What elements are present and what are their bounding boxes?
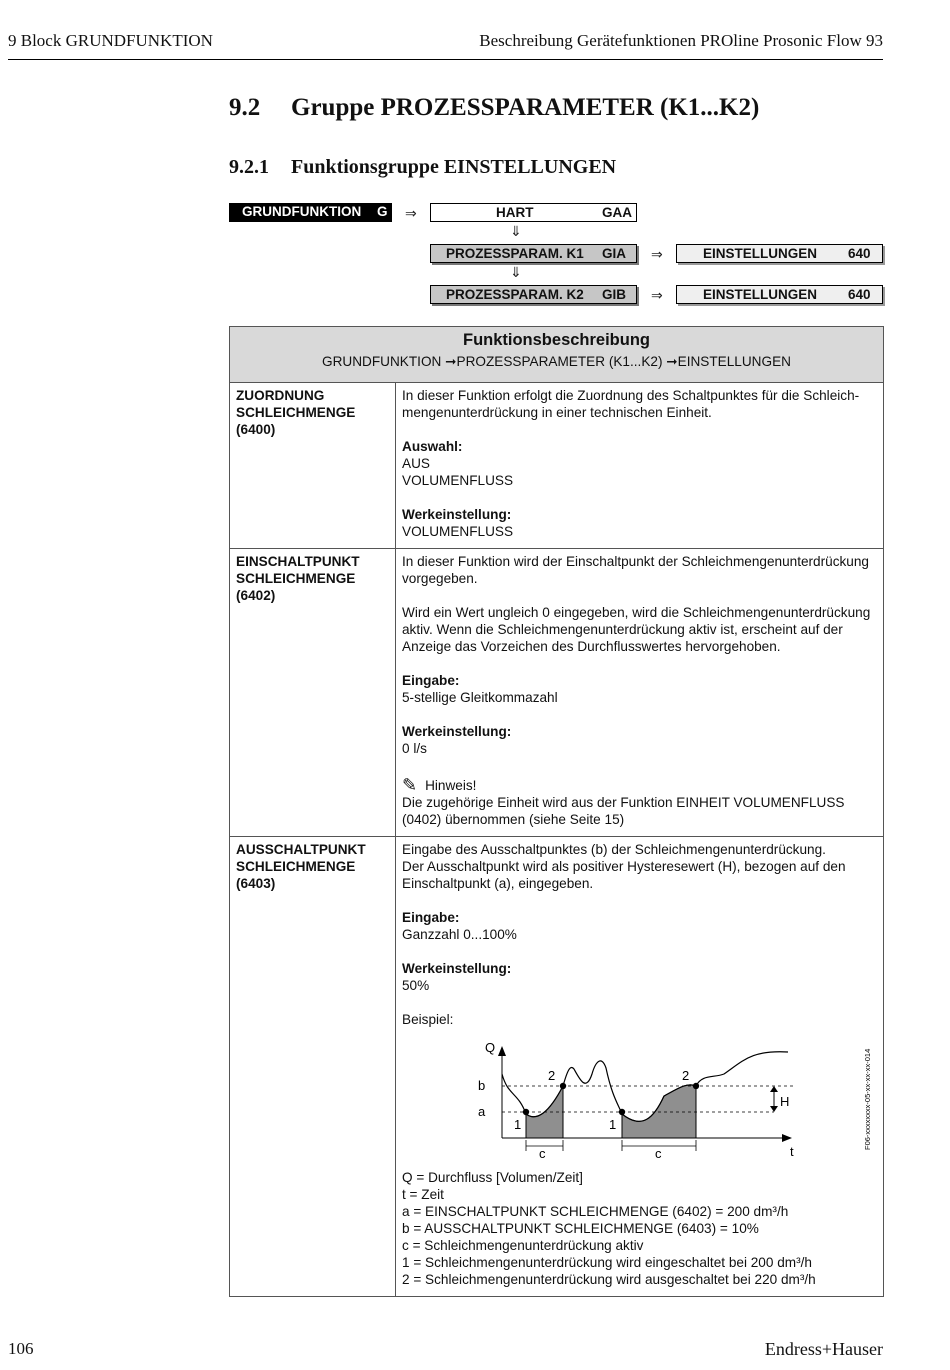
nav-label: EINSTELLUNGEN bbox=[703, 246, 818, 261]
function-description bbox=[396, 837, 884, 1297]
table-row bbox=[230, 383, 884, 549]
interval-c-label: c bbox=[539, 1146, 546, 1159]
nav-label: GRUNDFUNKTION bbox=[242, 204, 362, 219]
function-name-line: SCHLEICHMENGE bbox=[236, 571, 356, 586]
function-name-line: AUSSCHALTPUNKT bbox=[236, 842, 366, 857]
nav-function-group-einstellungen bbox=[676, 285, 883, 304]
running-header-chapter: 9 Block GRUNDFUNKTION bbox=[8, 31, 213, 50]
nav-label: HART bbox=[496, 205, 534, 220]
section-heading bbox=[229, 94, 759, 122]
switch-on-point bbox=[523, 1109, 529, 1115]
figure-id: F06-xxxxxxxx-05-xx-xx-xx-014 bbox=[863, 1048, 872, 1150]
y-axis-arrowhead bbox=[498, 1046, 506, 1056]
marker-2-label: 2 bbox=[682, 1068, 690, 1083]
nav-code: 640 bbox=[848, 246, 871, 261]
brand-logo-text: Endress+Hauser bbox=[764, 1339, 883, 1359]
pencil-note-icon: ✎ bbox=[402, 775, 418, 795]
table-header bbox=[230, 327, 884, 383]
x-axis-label: t bbox=[790, 1144, 794, 1159]
description-text: Eingabe des Ausschaltpunktes (b) der Schleichmengenunterdrückung. bbox=[402, 842, 826, 857]
legend-line: c = Schleichmengenunterdrückung aktiv bbox=[402, 1238, 644, 1253]
arrow-down-icon: ⇓ bbox=[510, 264, 522, 280]
legend-line: 2 = Schleichmengenunterdrückung wird ausgeschaltet bei 220 dm³/h bbox=[402, 1272, 816, 1287]
menu-path: GRUNDFUNKTION ➞PROZESSPARAMETER (K1...K2) ➞EINSTELLUNGEN bbox=[322, 354, 791, 369]
subsection-heading bbox=[229, 156, 616, 179]
level-a-label: a bbox=[478, 1104, 486, 1119]
selection-label: Auswahl: bbox=[402, 439, 463, 454]
input-value: Ganzzahl 0...100% bbox=[402, 927, 517, 942]
hysteresis-arrowhead-down bbox=[770, 1106, 778, 1112]
function-description-table bbox=[229, 326, 884, 1297]
function-number: (6400) bbox=[236, 422, 276, 437]
selection-option: VOLUMENFLUSS bbox=[402, 473, 514, 488]
page-number: 106 bbox=[8, 1339, 34, 1358]
level-b-label: b bbox=[478, 1078, 486, 1093]
marker-2-label: 2 bbox=[548, 1068, 556, 1083]
function-name bbox=[230, 383, 396, 549]
note-title: Hinweis! bbox=[425, 778, 477, 793]
selection-option: AUS bbox=[402, 456, 430, 471]
nav-label: EINSTELLUNGEN bbox=[703, 287, 818, 302]
legend-line: 1 = Schleichmengenunterdrückung wird eingeschaltet bei 200 dm³/h bbox=[402, 1255, 812, 1270]
section-title: Gruppe PROZESSPARAMETER (K1...K2) bbox=[291, 94, 760, 121]
suppression-area-2 bbox=[622, 1085, 696, 1138]
nav-block-grundfunktion bbox=[229, 203, 392, 222]
function-name-line: SCHLEICHMENGE bbox=[236, 859, 356, 874]
default-value: 0 l/s bbox=[402, 741, 427, 756]
marker-1-label: 1 bbox=[514, 1117, 522, 1132]
function-name-line: EINSCHALTPUNKT bbox=[236, 554, 360, 569]
nav-code: G bbox=[377, 204, 388, 219]
switch-off-point bbox=[693, 1083, 699, 1089]
switch-off-point bbox=[560, 1083, 566, 1089]
hysteresis-label: H bbox=[780, 1094, 790, 1109]
nav-group-prozessparam-k1 bbox=[430, 244, 637, 263]
nav-code: 640 bbox=[848, 287, 871, 302]
description-text: In dieser Funktion erfolgt die Zuordnung des Schaltpunktes für die Schleich-mengenunterdrückung in einer technischen Einheit. bbox=[402, 388, 860, 420]
switch-on-point bbox=[619, 1109, 625, 1115]
function-description bbox=[396, 549, 884, 837]
description-text: In dieser Funktion wird der Einschaltpunkt der Schleichmengenunterdrückung vorgegeben. bbox=[402, 554, 869, 586]
nav-code: GAA bbox=[602, 205, 632, 220]
default-label: Werkeinstellung: bbox=[402, 724, 512, 739]
nav-group-hart bbox=[430, 203, 637, 222]
description-text: Der Ausschaltpunkt wird als positiver Hysteresewert (H), bezogen auf den Einschaltpunkt (a), eingegeben. bbox=[402, 859, 846, 891]
hysteresis-diagram-svg bbox=[402, 1034, 874, 1159]
y-axis-label: Q bbox=[485, 1040, 496, 1055]
table-row bbox=[230, 837, 884, 1297]
example-label: Beispiel: bbox=[402, 1012, 454, 1027]
function-description bbox=[396, 383, 884, 549]
legend-line: a = EINSCHALTPUNKT SCHLEICHMENGE (6402) = 200 dm³/h bbox=[402, 1204, 789, 1219]
input-value: 5-stellige Gleitkommazahl bbox=[402, 690, 558, 705]
function-name bbox=[230, 837, 396, 1297]
function-name bbox=[230, 549, 396, 837]
description-text: Wird ein Wert ungleich 0 eingegeben, wird die Schleichmengenunterdrückung aktiv. Wenn die Schleichmengenunterdrückung aktiv ist, erscheint auf der Anzeige das Vorzeichen des Durchflusswertes hervorgehoben. bbox=[402, 605, 871, 654]
note-heading bbox=[402, 777, 877, 794]
default-value: 50% bbox=[402, 978, 430, 993]
arrow-right-icon: ⇒ bbox=[651, 287, 663, 303]
hysteresis-arrowhead-up bbox=[770, 1086, 778, 1092]
hysteresis-diagram bbox=[402, 1034, 874, 1159]
interval-c-label: c bbox=[655, 1146, 662, 1159]
function-number: (6402) bbox=[236, 588, 276, 603]
x-axis-arrowhead bbox=[782, 1134, 792, 1142]
nav-code: GIA bbox=[602, 246, 627, 261]
header-rule bbox=[8, 59, 883, 60]
subsection-number: 9.2.1 bbox=[229, 156, 269, 178]
function-name-line: SCHLEICHMENGE bbox=[236, 405, 356, 420]
function-name-line: ZUORDNUNG bbox=[236, 388, 325, 403]
note-text: Die zugehörige Einheit wird aus der Funktion EINHEIT VOLUMENFLUSS (0402) übernommen (siehe Seite 15) bbox=[402, 795, 845, 827]
default-label: Werkeinstellung: bbox=[402, 507, 512, 522]
legend-line: Q = Durchfluss [Volumen/Zeit] bbox=[402, 1170, 583, 1185]
nav-group-prozessparam-k2 bbox=[430, 285, 637, 304]
function-number: (6403) bbox=[236, 876, 276, 891]
nav-code: GIB bbox=[602, 287, 627, 302]
subsection-title: Funktionsgruppe EINSTELLUNGEN bbox=[291, 156, 617, 178]
input-label: Eingabe: bbox=[402, 910, 460, 925]
nav-function-group-einstellungen bbox=[676, 244, 883, 263]
nav-label: PROZESSPARAM. K2 bbox=[446, 287, 584, 302]
table-title: Funktionsbeschreibung bbox=[462, 331, 650, 349]
section-number: 9.2 bbox=[229, 94, 261, 121]
input-label: Eingabe: bbox=[402, 673, 460, 688]
running-header-title: Beschreibung Gerätefunktionen PROline Prosonic Flow 93 bbox=[479, 31, 883, 50]
table-row bbox=[230, 549, 884, 837]
arrow-down-icon: ⇓ bbox=[510, 223, 522, 239]
legend-line: t = Zeit bbox=[402, 1187, 444, 1202]
legend-line: b = AUSSCHALTPUNKT SCHLEICHMENGE (6403) = 10% bbox=[402, 1221, 759, 1236]
nav-label: PROZESSPARAM. K1 bbox=[446, 246, 584, 261]
flow-curve bbox=[502, 1052, 788, 1122]
arrow-right-icon: ⇒ bbox=[405, 205, 417, 221]
arrow-right-icon: ⇒ bbox=[651, 246, 663, 262]
default-label: Werkeinstellung: bbox=[402, 961, 512, 976]
marker-1-label: 1 bbox=[609, 1117, 617, 1132]
default-value: VOLUMENFLUSS bbox=[402, 524, 514, 539]
